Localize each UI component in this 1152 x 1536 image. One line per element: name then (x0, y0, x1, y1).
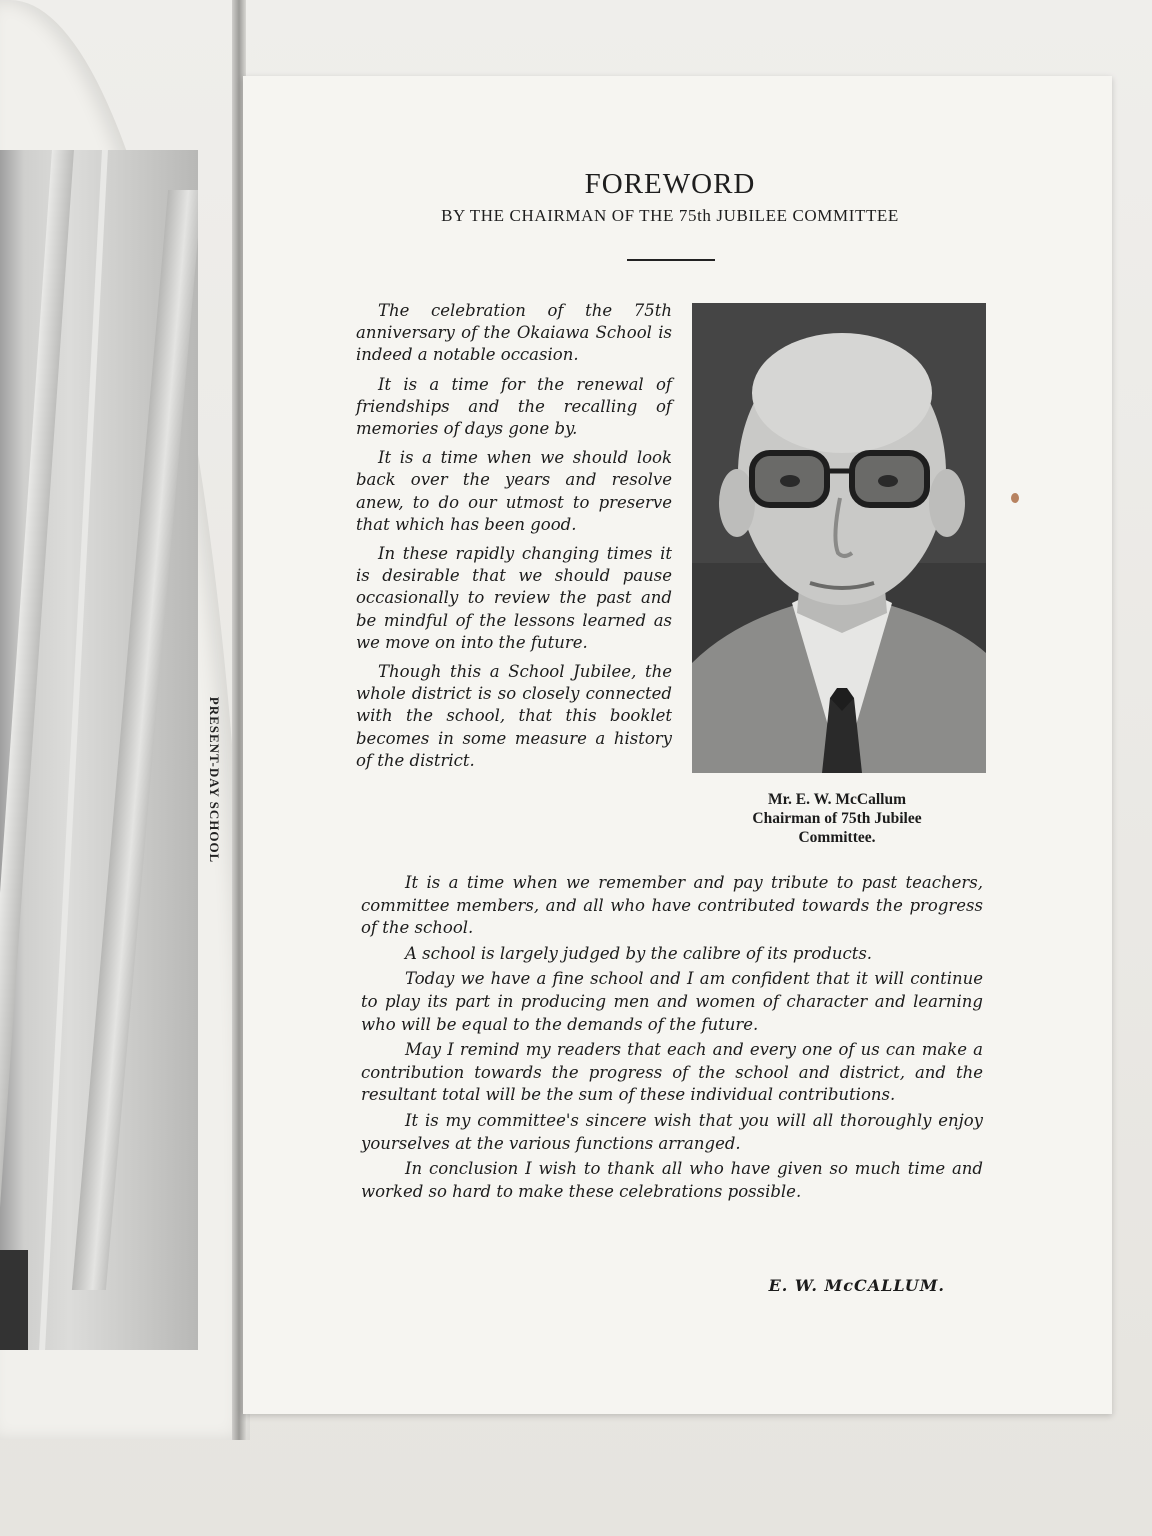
foreword-column-text (356, 300, 672, 779)
paragraph: A school is largely judged by the calibre of its products. (405, 943, 873, 963)
caption-role: Chairman of 75th Jubilee (752, 810, 922, 827)
paper-stain (1011, 493, 1019, 503)
page-title: FOREWORD (584, 168, 756, 200)
caption-role-cont: Committee. (798, 829, 876, 846)
school-photo (0, 150, 198, 1350)
caption-name: Mr. E. W. McCallum (767, 791, 907, 808)
paragraph: May I remind my readers that each and every one of us can make a contribution towards the progress of the school and district, and the resultant total will be the sum of these individual contributions. (361, 1040, 983, 1105)
paragraph: In conclusion I wish to thank all who have given so much time and worked so hard to make these celebrations possible. (361, 1159, 983, 1201)
paragraph: Today we have a fine school and I am confident that it will continue to play its part in producing men and women of character and learning who will be equal to the demands of the future. (361, 969, 983, 1034)
paragraph: It is a time when we remember and pay tribute to past teachers, committee members, and all who have contributed towards the progress of the school. (361, 873, 983, 938)
paragraph: The celebration of the 75th anniversary of the Okaiawa School is indeed a notable occasion. (356, 301, 672, 365)
portrait-illustration (692, 303, 986, 773)
portrait-caption (692, 790, 982, 847)
page-subtitle: BY THE CHAIRMAN OF THE 75th JUBILEE COMMITTEE (441, 206, 899, 225)
paragraph: Though this a School Jubilee, the whole district is so closely connected with the school, that this booklet becomes in some measure a history of the district. (356, 662, 672, 770)
left-page-caption: PRESENT-DAY SCHOOL (207, 696, 222, 864)
paragraph: It is a time when we should look back over the years and resolve anew, to do our utmost to preserve that which has been good. (356, 448, 672, 534)
paragraph: In these rapidly changing times it is desirable that we should pause occasionally to review the past and be mindful of the lessons learned as we move on into the future. (356, 544, 672, 652)
signature: E. W. McCALLUM. (768, 1276, 945, 1295)
chairman-portrait (692, 303, 986, 773)
title-divider (627, 259, 715, 261)
foreword-body-text (361, 872, 983, 1206)
paragraph: It is my committee's sincere wish that you will all thoroughly enjoy yourselves at the various functions arranged. (361, 1110, 983, 1153)
paragraph: It is a time for the renewal of friendships and the recalling of memories of days gone by. (356, 374, 672, 439)
